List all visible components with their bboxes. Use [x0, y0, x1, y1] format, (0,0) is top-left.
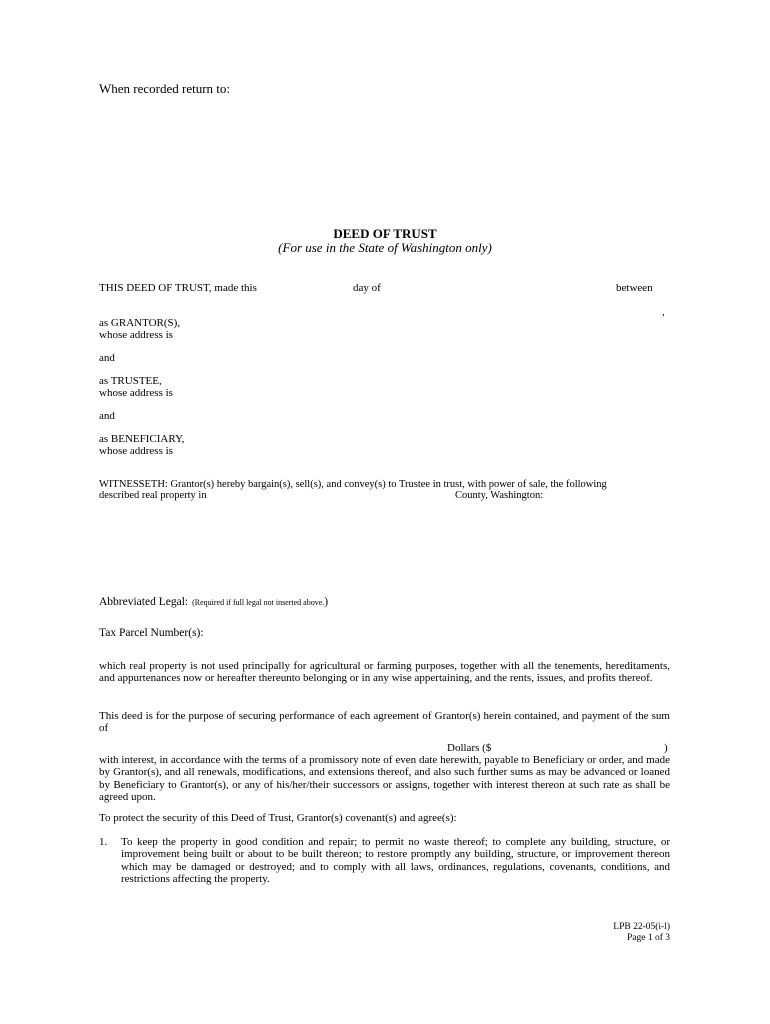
abbreviated-legal-close: ) — [324, 596, 329, 608]
covenant-text-1: To keep the property in good condition and repair; to permit no waste thereof; to complete any building, structure, or improvement being built or about to be built thereon; to restore promptly any building, structure, or improvement thereon which may be damaged or destroyed; and to comply with all laws, ordinances, regulations, covenants, conditions, and restrictions affecting the property. — [121, 836, 670, 886]
return-to-label: When recorded return to: — [99, 81, 231, 96]
document-subtitle: (For use in the State of Washington only) — [278, 240, 492, 255]
day-of-text: day of — [353, 282, 381, 294]
beneficiary-address-label: whose address is — [99, 445, 173, 457]
witnesseth-line-2-right: County, Washington: — [455, 490, 544, 501]
page-number: Page 1 of 3 — [626, 933, 670, 943]
beneficiary-role: as BENEFICIARY, — [99, 433, 185, 445]
interest-paragraph: with interest, in accordance with the terms of a promissory note of even date herewith, payable to Beneficiary or order, and made by Grantor(s), and all renewals, modifications, and extensions thereof, and also such further sums as may be advanced or loaned by Beneficiary to Grantor(s), or any of his/her/their successors or assigns, together with interest thereon at such rate as shall be agreed upon. — [99, 754, 670, 804]
abbreviated-legal-label: Abbreviated Legal: — [99, 596, 189, 608]
tax-parcel-label: Tax Parcel Number(s): — [99, 627, 204, 639]
witnesseth-line-1: WITNESSETH: Grantor(s) hereby bargain(s), sell(s), and convey(s) to Trustee in trust, with power of sale, the following — [99, 479, 607, 490]
covenants-intro: To protect the security of this Deed of Trust, Grantor(s) covenant(s) and agree(s): — [99, 812, 457, 824]
and-text-1: and — [99, 352, 115, 364]
covenant-number-1: 1. — [99, 836, 108, 848]
purpose-paragraph: This deed is for the purpose of securing performance of each agreement of Grantor(s) herein contained, and payment of the sum of — [99, 710, 670, 735]
trustee-address-label: whose address is — [99, 387, 173, 399]
witnesseth-line-2-left: described real property in — [99, 490, 207, 501]
and-text-2: and — [99, 410, 115, 422]
property-use-paragraph: which real property is not used principally for agricultural or farming purposes, together with all the tenements, hereditaments, and appurtenances now or hereafter thereunto belonging or in any wise appertaining, and the rents, issues, and profits thereof. — [99, 660, 670, 685]
trustee-role: as TRUSTEE, — [99, 375, 162, 387]
form-number: LPB 22-05(i-l) — [613, 922, 670, 932]
dollars-label: Dollars ($ — [447, 742, 492, 754]
dollars-close: ) — [664, 742, 668, 754]
party-comma: , — [662, 306, 665, 318]
grantor-role: as GRANTOR(S), — [99, 317, 181, 329]
abbreviated-legal — [99, 592, 328, 610]
made-this-text: THIS DEED OF TRUST, made this — [99, 282, 257, 294]
abbreviated-legal-note: (Required if full legal not inserted above. — [192, 598, 325, 607]
grantor-address-label: whose address is — [99, 329, 173, 341]
between-text: between — [616, 282, 653, 294]
document-title: DEED OF TRUST — [333, 226, 437, 241]
